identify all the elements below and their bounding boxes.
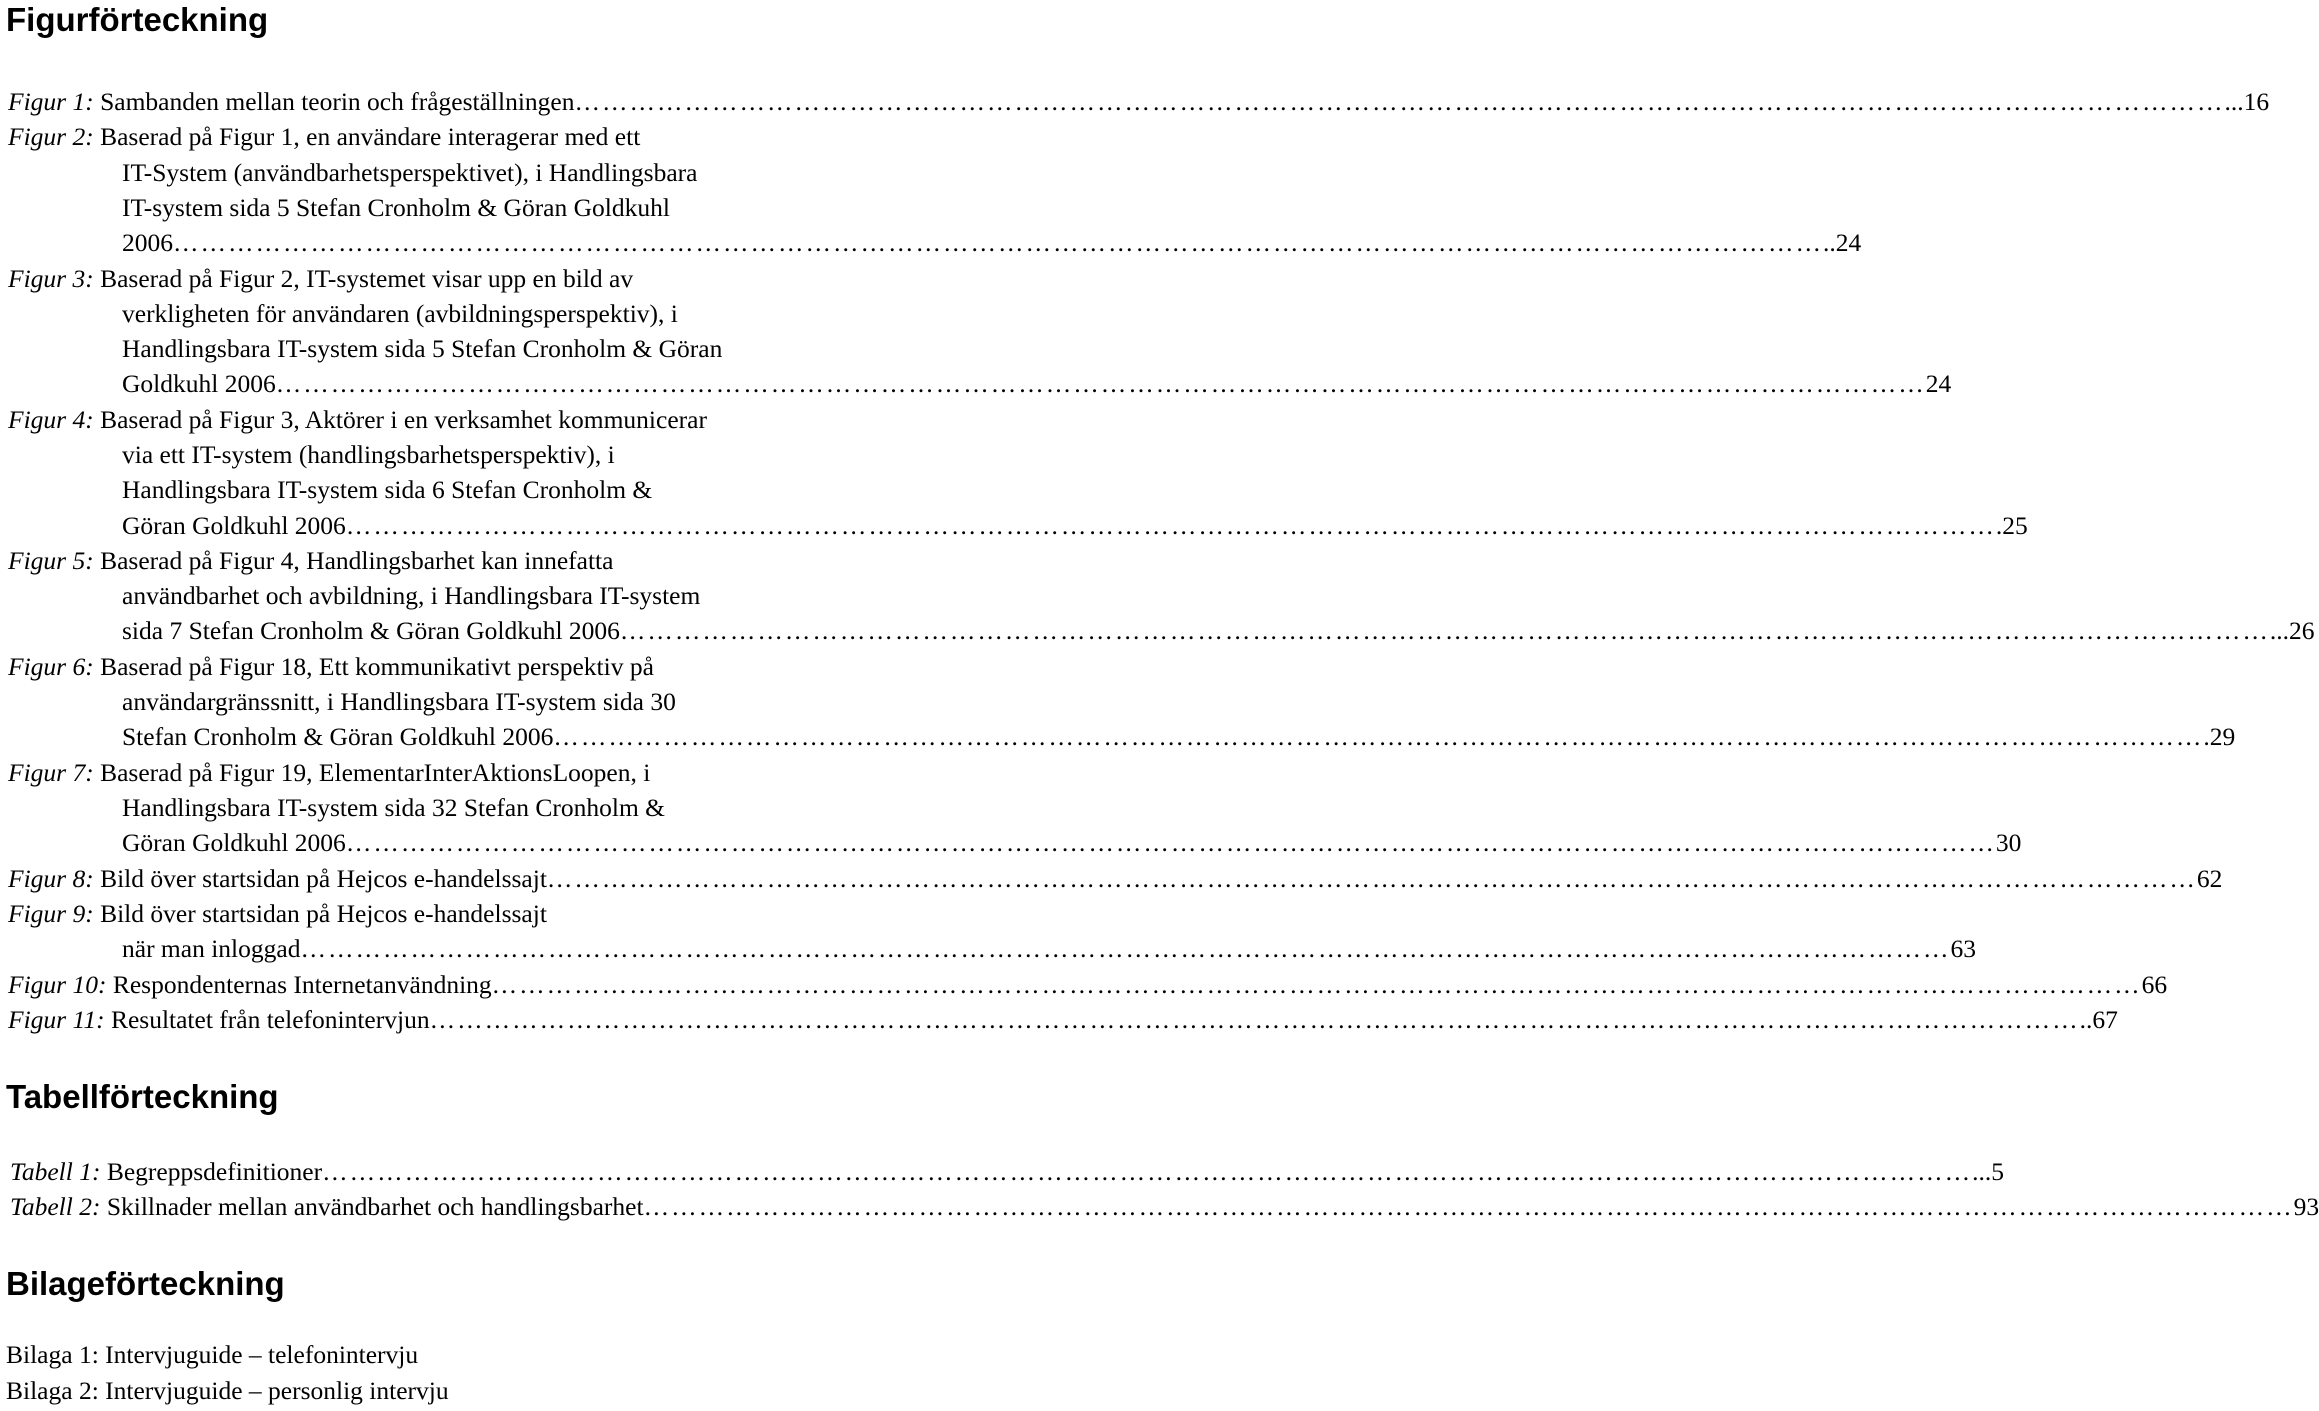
figure-title: Resultatet från telefonintervjun — [110, 1004, 430, 1034]
page-number: 93 — [2293, 1192, 2319, 1222]
figure-title: Baserad på Figur 18, Ett kommunikativt perspektiv på — [100, 651, 654, 681]
figure-entry-line — [0, 755, 958, 790]
figure-entry-line — [0, 649, 958, 684]
dot-leader: ……………………………………………………………………………………………………………………………………………………………… — [300, 934, 1951, 964]
page-number: ..67 — [2079, 1004, 2118, 1034]
figure-entry-line — [0, 119, 958, 154]
figure-entry-line — [0, 719, 2236, 754]
figure-number: Figur 3: — [8, 263, 101, 293]
figure-number: Figur 5: — [8, 545, 101, 575]
figure-entry-line — [0, 472, 958, 507]
figure-title: verkligheten för användaren (avbildningsperspektiv), i — [122, 298, 678, 328]
figure-entry-line — [0, 861, 2223, 896]
table-number: Tabell 1: — [10, 1157, 107, 1186]
figure-title: Baserad på Figur 3, Aktörer i en verksamhet kommunicerar — [100, 404, 707, 434]
figure-entry — [0, 896, 1976, 967]
figure-title: 2006 — [122, 228, 173, 258]
figure-title: Göran Goldkuhl 2006 — [122, 828, 346, 858]
figure-number: Figur 11: — [8, 1004, 111, 1034]
dot-leader: ……………………………………………………………………………………………………………………………………………………………… — [619, 616, 2270, 646]
dot-leader: ……………………………………………………………………………………………………………………………………………………………… — [345, 510, 1996, 540]
figure-title: Baserad på Figur 1, en användare interagerar med ett — [100, 122, 641, 152]
appendix-heading: Bilageförteckning — [6, 1265, 285, 1302]
figure-entry-line — [0, 508, 2028, 543]
appendix-item: Bilaga 2: Intervjuguide – personlig intervju — [6, 1376, 449, 1405]
figure-title: Baserad på Figur 2, IT-systemet visar upp en bild av — [100, 263, 634, 293]
figure-number: Figur 1: — [8, 87, 101, 116]
figure-title: Sambanden mellan teorin och frågeställningen — [100, 87, 575, 116]
table-entry — [0, 1189, 2319, 1224]
table-entry — [0, 1154, 2004, 1189]
figure-number: Figur 2: — [8, 122, 101, 152]
page-number: 63 — [1950, 934, 1976, 964]
figure-title: Stefan Cronholm & Göran Goldkuhl 2006 — [122, 722, 554, 752]
figure-entry-line — [0, 190, 958, 225]
dot-leader: ……………………………………………………………………………………………………………………………………………………………… — [574, 87, 2225, 116]
figure-entry-line — [0, 825, 2022, 860]
table-number: Tabell 2: — [10, 1192, 107, 1222]
page-number: ...26 — [2269, 616, 2315, 646]
figure-entry — [0, 84, 2270, 119]
figure-entry-line — [0, 366, 1952, 401]
dot-leader: ……………………………………………………………………………………………………………………………………………………………… — [173, 228, 1823, 258]
table-title: Begreppsdefinitioner — [106, 1157, 323, 1186]
figure-entry-line — [0, 331, 958, 366]
figure-entry-line — [0, 225, 1862, 260]
page-number: 62 — [2196, 863, 2223, 893]
dot-leader: ……………………………………………………………………………………………………………………………………………………………… — [429, 1004, 2080, 1034]
figure-title: Handlingsbara IT-system sida 32 Stefan Cronholm & — [122, 792, 665, 822]
figures-heading: Figurförteckning — [6, 1, 269, 38]
dot-leader: ……………………………………………………………………………………………………………………………………………………………… — [546, 863, 2197, 893]
dot-leader: ……………………………………………………………………………………………………………………………………………………………… — [553, 722, 2204, 752]
page-number: 66 — [2141, 969, 2168, 999]
figure-entry-line — [0, 402, 958, 437]
figure-title: Baserad på Figur 4, Handlingsbarhet kan innefatta — [100, 545, 614, 575]
page-number: ..24 — [1823, 228, 1862, 258]
figure-entry-line — [0, 155, 958, 190]
figure-title: IT-system sida 5 Stefan Cronholm & Göran Goldkuhl — [122, 192, 670, 222]
figure-entry — [0, 543, 2315, 649]
figure-title: Baserad på Figur 19, ElementarInterAktionsLoopen, i — [100, 757, 651, 787]
page-number: .25 — [1995, 510, 2028, 540]
table-entry-line — [0, 1154, 2004, 1189]
figure-number: Figur 10: — [8, 969, 113, 999]
figure-entry-line — [0, 578, 958, 613]
figure-entry-line — [0, 261, 958, 296]
table-entry-line — [0, 1189, 2319, 1224]
figure-entry-line — [0, 296, 958, 331]
figure-entry-line — [0, 931, 1976, 966]
figure-entry — [0, 119, 1862, 260]
figure-title: när man inloggad — [122, 934, 301, 964]
figure-title: användargränssnitt, i Handlingsbara IT-system sida 30 — [122, 687, 676, 717]
tables-heading: Tabellförteckning — [6, 1078, 279, 1115]
dot-leader: ……………………………………………………………………………………………………………………………………………………………… — [322, 1157, 1973, 1186]
figure-entry — [0, 861, 2223, 896]
figure-title: IT-System (användbarhetsperspektivet), i Handlingsbara — [122, 157, 698, 187]
page-number: 24 — [1925, 369, 1952, 399]
figure-entry-line — [0, 84, 2270, 119]
figure-entry-line — [0, 437, 958, 472]
figure-entry-line — [0, 684, 958, 719]
figure-number: Figur 7: — [8, 757, 101, 787]
dot-leader: ……………………………………………………………………………………………………………………………………………………………… — [643, 1192, 2294, 1222]
figure-entry-line — [0, 967, 2168, 1002]
figure-title: Goldkuhl 2006 — [122, 369, 276, 399]
figure-number: Figur 4: — [8, 404, 101, 434]
figure-entry-line — [0, 896, 958, 931]
figure-number: Figur 6: — [8, 651, 101, 681]
figure-entry — [0, 755, 2022, 861]
figure-entry — [0, 261, 1952, 402]
figure-entry — [0, 649, 2236, 755]
figure-title: Respondenternas Internetanvändning — [112, 969, 492, 999]
figure-number: Figur 9: — [8, 898, 101, 928]
figure-entry — [0, 1002, 2118, 1037]
page-number: ...16 — [2224, 87, 2270, 116]
figure-entry-line — [0, 790, 958, 825]
figure-entry-line — [0, 1002, 2118, 1037]
appendix-item: Bilaga 1: Intervjuguide – telefonintervju — [6, 1340, 419, 1369]
figure-title: Bild över startsidan på Hejcos e-handelssajt — [100, 863, 547, 893]
figure-title: användbarhet och avbildning, i Handlingsbara IT-system — [122, 581, 701, 611]
figure-entry-line — [0, 613, 2315, 648]
figure-title: Handlingsbara IT-system sida 6 Stefan Cronholm & — [122, 475, 653, 505]
figure-title: via ett IT-system (handlingsbarhetsperspektiv), i — [122, 439, 615, 469]
figure-entry-line — [0, 543, 958, 578]
figure-title: Handlingsbara IT-system sida 5 Stefan Cronholm & Göran — [122, 334, 723, 364]
page-number: ...5 — [1972, 1157, 2004, 1186]
figure-title: sida 7 Stefan Cronholm & Göran Goldkuhl 2006 — [122, 616, 620, 646]
page-number: .29 — [2203, 722, 2236, 752]
figure-title: Göran Goldkuhl 2006 — [122, 510, 346, 540]
dot-leader: ……………………………………………………………………………………………………………………………………………………………… — [345, 828, 1996, 858]
figure-title: Bild över startsidan på Hejcos e-handelssajt — [100, 898, 547, 928]
dot-leader: ……………………………………………………………………………………………………………………………………………………………… — [491, 969, 2142, 999]
dot-leader: ……………………………………………………………………………………………………………………………………………………………… — [275, 369, 1926, 399]
table-title: Skillnader mellan användbarhet och handlingsbarhet — [106, 1192, 644, 1222]
figure-entry — [0, 967, 2168, 1002]
figure-number: Figur 8: — [8, 863, 101, 893]
figure-entry — [0, 402, 2028, 543]
page-number: 30 — [1995, 828, 2022, 858]
